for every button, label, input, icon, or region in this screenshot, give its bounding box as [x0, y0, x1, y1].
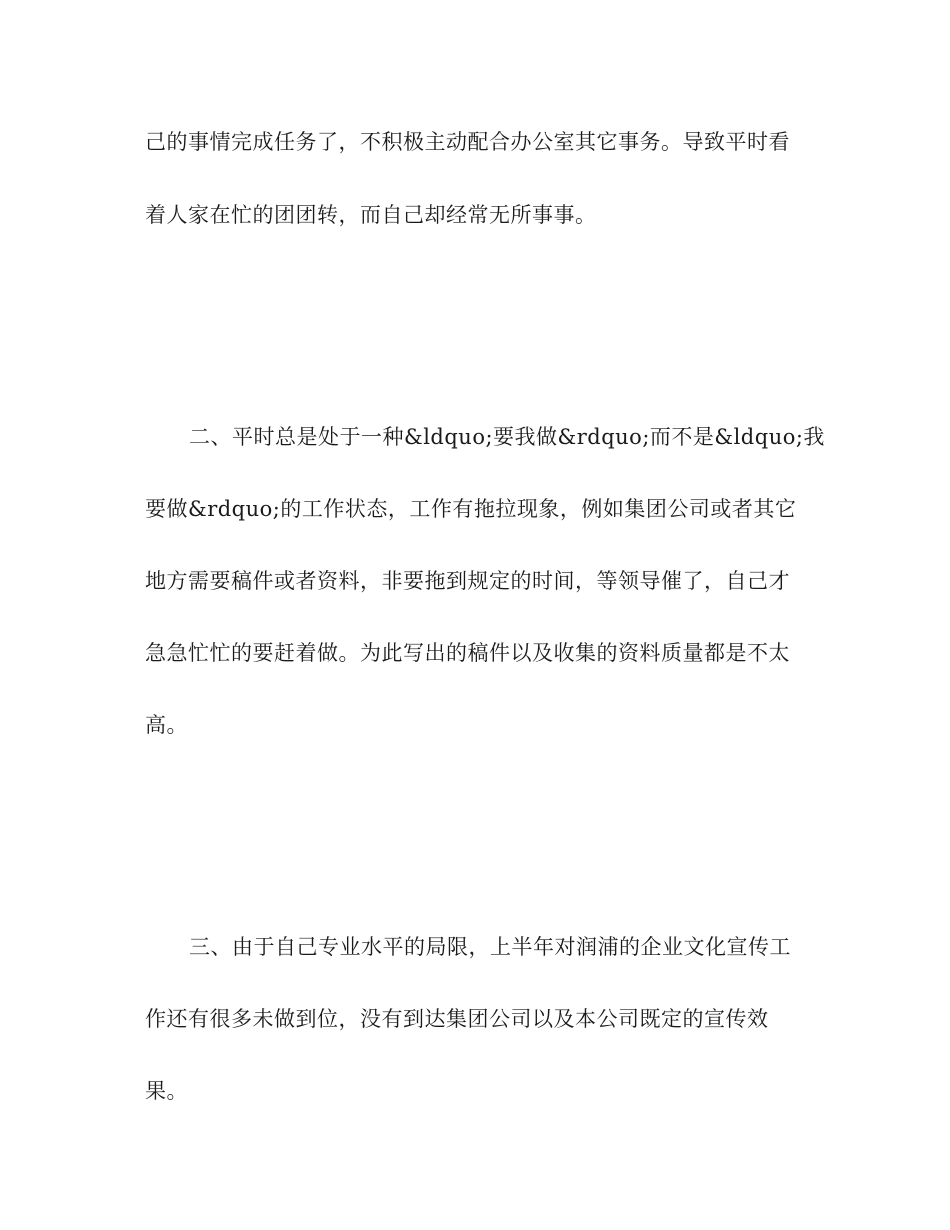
- paragraph-2-line-4: 急急忙忙的要赶着做。为此写出的稿件以及收集的资料质量都是不太: [145, 641, 790, 665]
- paragraph-3-line-2: 作还有很多未做到位，没有到达集团公司以及本公司既定的宣传效: [145, 1007, 769, 1031]
- paragraph-1-line-1: 己的事情完成任务了，不积极主动配合办公室其它事务。导致平时看: [145, 130, 790, 154]
- paragraph-3-line-3: 果。: [145, 1079, 188, 1103]
- paragraph-2-line-5: 高。: [145, 713, 188, 737]
- paragraph-3-line-1: 三、由于自己专业水平的局限，上半年对润浦的企业文化宣传工: [189, 935, 791, 959]
- paragraph-2-line-1: 二、平时总是处于一种&ldquo;要我做&rdquo;而不是&ldquo;我: [189, 425, 825, 449]
- paragraph-2-line-2: 要做&rdquo;的工作状态，工作有拖拉现象，例如集团公司或者其它: [145, 497, 797, 521]
- paragraph-2-line-3: 地方需要稿件或者资料，非要拖到规定的时间，等领导催了，自己才: [145, 569, 790, 593]
- paragraph-1-line-2: 着人家在忙的团团转，而自己却经常无所事事。: [145, 203, 597, 227]
